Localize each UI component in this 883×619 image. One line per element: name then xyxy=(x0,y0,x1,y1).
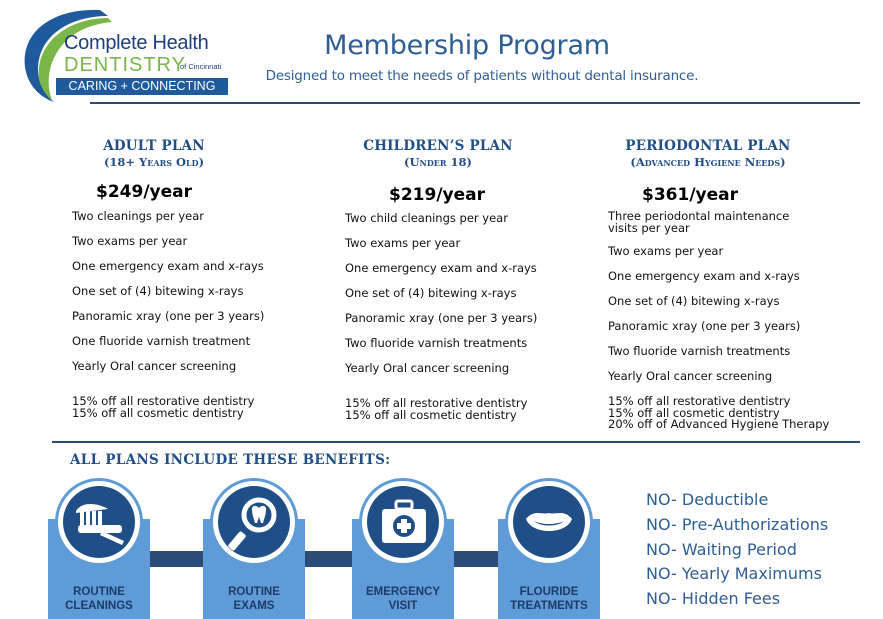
plan-price: $219/year xyxy=(389,185,485,205)
logo-text: Complete Health xyxy=(64,32,209,54)
plan-price: $249/year xyxy=(96,182,192,202)
list-item: 15% off all cosmetic dentistry xyxy=(72,405,244,420)
benefit-label xyxy=(203,585,305,613)
list-item-line: Three periodontal maintenance xyxy=(608,209,790,223)
plan-discounts xyxy=(608,396,829,431)
list-item xyxy=(608,211,800,234)
list-item: One set of (4) bitewing x-rays xyxy=(345,286,517,300)
divider xyxy=(52,441,860,443)
benefits-heading: ALL PLANS INCLUDE THESE BENEFITS: xyxy=(70,452,391,468)
plan-features xyxy=(608,211,800,383)
list-item-line: visits per year xyxy=(608,220,690,235)
list-item: Yearly Oral cancer screening xyxy=(345,361,510,375)
logo-text: of Cincinnati xyxy=(180,62,222,71)
list-item: NO- Waiting Period xyxy=(646,539,797,559)
plan-periodontal xyxy=(608,138,808,169)
list-item: NO- Pre-Authorizations xyxy=(646,514,829,534)
benefit-label-line: TREATMENTS xyxy=(510,600,588,612)
no-fees-list xyxy=(646,488,828,612)
list-item: One emergency exam and x-rays xyxy=(72,259,264,273)
plan-children xyxy=(346,138,530,169)
plan-subtitle: (18+ Years Old) xyxy=(103,155,205,169)
plan-price: $361/year xyxy=(642,185,738,205)
benefit-label xyxy=(48,585,150,613)
list-item: NO- Hidden Fees xyxy=(646,589,781,609)
plan-discounts xyxy=(72,396,254,419)
page-subtitle: Designed to meet the needs of patients without dental insurance. xyxy=(265,68,699,84)
magnifier-tooth-icon xyxy=(210,478,298,566)
benefit-label-line: FLOURIDE xyxy=(519,586,579,598)
benefit-label-line: ROUTINE xyxy=(228,586,280,598)
plan-adult xyxy=(62,138,246,169)
list-item: 15% off all cosmetic dentistry xyxy=(345,407,517,422)
list-item: 15% off all restorative dentistry xyxy=(72,394,255,408)
list-item: 20% off of Advanced Hygiene Therapy xyxy=(608,417,830,431)
toothbrush-icon xyxy=(55,478,143,566)
list-item: One fluoride varnish treatment xyxy=(72,334,251,348)
list-item: Two fluoride varnish treatments xyxy=(608,344,791,358)
list-item: Two child cleanings per year xyxy=(345,211,508,225)
logo-text: DENTISTRY xyxy=(64,54,186,76)
logo xyxy=(8,6,230,106)
plan-name: CHILDREN’S PLAN xyxy=(363,138,513,154)
benefit-label-line: EMERGENCY xyxy=(365,586,441,598)
list-item: Two cleanings per year xyxy=(72,209,204,223)
logo-banner: CARING + CONNECTING xyxy=(56,78,228,95)
list-item: One set of (4) bitewing x-rays xyxy=(608,294,780,308)
list-item: Two fluoride varnish treatments xyxy=(345,336,528,350)
list-item: Two exams per year xyxy=(608,244,724,258)
list-item: One set of (4) bitewing x-rays xyxy=(72,284,244,298)
plan-name: ADULT PLAN xyxy=(103,138,205,154)
list-item: NO- Yearly Maximums xyxy=(646,564,822,584)
list-item: 15% off all cosmetic dentistry xyxy=(608,405,780,420)
divider xyxy=(90,102,860,104)
list-item: One emergency exam and x-rays xyxy=(608,269,800,283)
list-item: NO- Deductible xyxy=(646,490,769,509)
plan-subtitle: (Advanced Hygiene Needs) xyxy=(630,155,786,169)
page-title: Membership Program xyxy=(324,30,610,61)
benefit-label xyxy=(352,585,454,613)
plan-discounts xyxy=(345,398,527,421)
list-item: Panoramic xray (one per 3 years) xyxy=(345,311,538,325)
list-item: Panoramic xray (one per 3 years) xyxy=(608,319,801,333)
benefit-label-line: ROUTINE xyxy=(73,586,125,598)
plan-features xyxy=(345,212,537,375)
plan-name: PERIODONTAL PLAN xyxy=(625,138,791,154)
plan-subtitle: (Under 18) xyxy=(404,155,472,169)
smile-icon xyxy=(505,478,593,566)
list-item: Two exams per year xyxy=(72,234,188,248)
list-item: Two exams per year xyxy=(345,236,461,250)
list-item: Panoramic xray (one per 3 years) xyxy=(72,309,265,323)
benefit-label-line: VISIT xyxy=(388,600,418,612)
benefit-label-line: EXAMS xyxy=(233,600,275,612)
list-item: Yearly Oral cancer screening xyxy=(608,369,773,383)
first-aid-kit-icon xyxy=(359,478,447,566)
list-item: 15% off all restorative dentistry xyxy=(345,396,528,410)
list-item: 15% off all restorative dentistry xyxy=(608,394,791,408)
benefit-label-line: CLEANINGS xyxy=(65,600,133,612)
plan-features xyxy=(72,210,264,373)
benefit-label xyxy=(498,585,600,613)
list-item: One emergency exam and x-rays xyxy=(345,261,537,275)
list-item: Yearly Oral cancer screening xyxy=(72,359,237,373)
